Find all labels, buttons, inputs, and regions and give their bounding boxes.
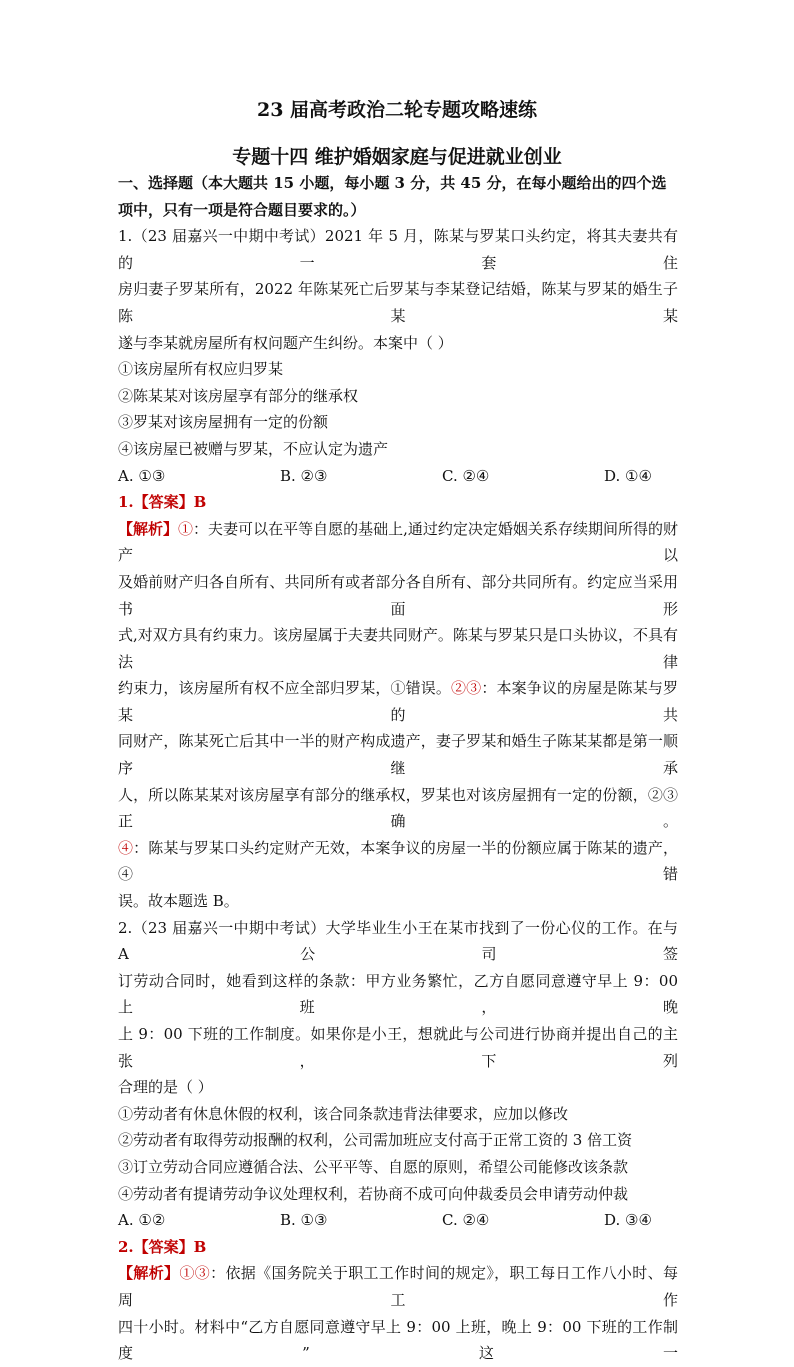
q1-exp-marker: ②③: [451, 679, 482, 698]
q1-explanation-line: [118, 835, 678, 888]
question-2: [118, 915, 678, 1367]
q2-option-c: C. ②④: [442, 1211, 490, 1230]
q1-answer: 1.【答案】B: [118, 493, 207, 512]
section-heading: 一、选择题（本大题共 15 小题，每小题 3 分，共 45 分，在每小题给出的四个选项中，只有一项是符合题目要求的。）: [118, 174, 667, 219]
q1-exp-marker: ④: [118, 838, 134, 857]
q1-explanation-line: 人，所以陈某某对该房屋享有部分的继承权，罗某也对该房屋拥有一定的份额，②③正确。: [118, 785, 678, 831]
q2-option-a: A. ①②: [118, 1211, 166, 1230]
q2-item: ①劳动者有休息休假的权利，该合同条款违背法律要求，应加以修改: [118, 1104, 569, 1123]
q1-exp-text: ：陈某与罗某口头约定财产无效，本案争议的房屋一半的份额应属于陈某的遗产，④错: [118, 838, 678, 884]
q1-item: ②陈某某对该房屋享有部分的继承权: [118, 386, 359, 405]
q2-answer: 2.【答案】B: [118, 1237, 207, 1256]
q2-explanation-line: 四十小时。材料中“乙方自愿同意遵守早上 9：00 上班，晚上 9：00 下班的工作制度”这一: [118, 1317, 678, 1363]
q1-explanation-line: 误。故本题选 B。: [118, 892, 239, 911]
q1-stem-line: 房归妻子罗某所有，2022 年陈某死亡后罗某与李某登记结婚，陈某与罗某的婚生子陈某某: [118, 280, 678, 325]
document-subtitle: 专题十四 维护婚姻家庭与促进就业创业: [232, 146, 562, 168]
q2-item: ②劳动者有取得劳动报酬的权利，公司需加班应支付高于正常工资的 3 倍工资: [118, 1131, 633, 1150]
q1-explanation-line: 及婚前财产归各自所有、共同所有或者部分各自所有、部分共同所有。约定应当采用书面形: [118, 572, 678, 618]
q1-explanation-line: [118, 516, 678, 569]
q1-exp-text: 约束力，该房屋所有权不应全部归罗某，①错误。: [118, 679, 452, 698]
q2-exp-marker: ①③: [179, 1264, 211, 1283]
q2-exp-text: ：依据《国务院关于职工工作时间的规定》，职工每日工作八小时、每周工作: [118, 1264, 678, 1309]
q1-explanation-line: [118, 675, 678, 728]
q1-explanation-line: 同财产，陈某死亡后其中一半的财产构成遗产，妻子罗某和婚生子陈某某都是第一顺序继承: [118, 732, 678, 778]
q2-stem-line: 2.（23 届嘉兴一中期中考试）大学毕业生小王在某市找到了一份心仪的工作。在与 A 公司签: [118, 918, 678, 964]
q1-options: [118, 463, 678, 490]
q2-option-b: B. ①③: [280, 1211, 328, 1230]
q2-explanation-line: [118, 1260, 678, 1313]
q1-stem-line: 遂与李某就房屋所有权问题产生纠纷。本案中（ ）: [118, 333, 453, 352]
q1-item: ④该房屋已被赠与罗某，不应认定为遗产: [118, 439, 389, 458]
q2-options: [118, 1207, 678, 1234]
q2-stem-line: 上 9：00 下班的工作制度。如果你是小王，想就此与公司进行协商并提出自己的主张，下列: [118, 1025, 678, 1070]
q1-stem-line: 1.（23 届嘉兴一中期中考试）2021 年 5 月，陈某与罗某口头约定，将其夫妻共有的一套住: [118, 227, 678, 272]
q2-explanation-label: 【解析】: [118, 1264, 180, 1283]
q2-option-d: D. ③④: [604, 1211, 652, 1230]
q1-option-a: A. ①③: [118, 466, 166, 485]
q1-exp-marker: ①: [178, 519, 194, 538]
q1-exp-text: ：夫妻可以在平等自愿的基础上,通过约定决定婚姻关系存续期间所得的财产以: [118, 519, 678, 565]
document-title: 23 届高考政治二轮专题攻略速练: [256, 99, 538, 121]
q1-item: ③罗某对该房屋拥有一定的份额: [118, 413, 329, 432]
q2-item: ③订立劳动合同应遵循合法、公平平等、自愿的原则，希望公司能修改该条款: [118, 1157, 629, 1176]
q1-explanation-label: 【解析】: [118, 519, 179, 538]
q2-stem-line: 订劳动合同时，她看到这样的条款：甲方业务繁忙，乙方自愿同意遵守早上 9：00 上班，晚: [118, 971, 678, 1017]
document-body: [118, 170, 678, 1367]
question-1: [118, 223, 678, 914]
q1-exp-text: ：本案争议的房屋是陈某与罗某的共: [118, 679, 678, 724]
q1-option-c: C. ②④: [442, 466, 490, 485]
q1-item: ①该房屋所有权应归罗某: [118, 360, 284, 379]
q2-stem-line: 合理的是（ ）: [118, 1078, 213, 1097]
q1-option-b: B. ②③: [280, 466, 328, 485]
q1-explanation-line: 式,对双方具有约束力。该房屋属于夫妻共同财产。陈某与罗某只是口头协议，不具有法律: [118, 626, 678, 671]
q2-item: ④劳动者有提请劳动争议处理权利，若协商不成可向仲裁委员会申请劳动仲裁: [118, 1184, 629, 1203]
q1-option-d: D. ①④: [604, 466, 652, 485]
